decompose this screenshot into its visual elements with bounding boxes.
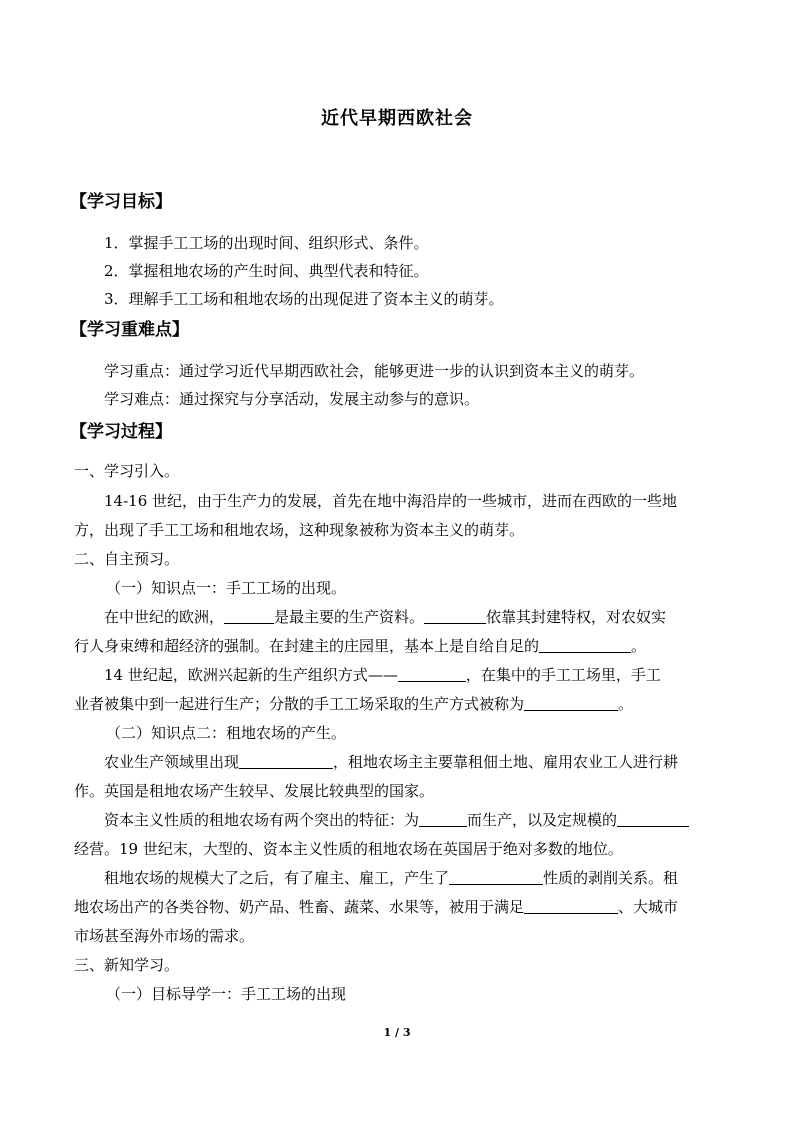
part3-heading: 三、新知学习。	[74, 956, 180, 974]
paragraph-line: 行人身束缚和超经济的强制。在封建主的庄园里，基本上是自给自足的 。	[74, 637, 647, 655]
part2-heading: 二、自主预习。	[74, 550, 180, 568]
goal-item: 1．掌握手工工场的出现时间、组织形式、条件。	[104, 234, 429, 252]
subheading-goal-1: （一）目标导学一：手工工场的出现	[106, 985, 347, 1003]
paragraph-line: 租地农场的规模大了之后，有了雇主、雇工，产生了 性质的剥削关系。租	[104, 869, 679, 887]
paragraph-line: 资本主义性质的租地农场有两个突出的特征：为 而生产，以及定规模的	[104, 809, 754, 831]
page-title: 近代早期西欧社会	[321, 108, 473, 129]
key-point: 学习重点：通过学习近代早期西欧社会，能够更进一步的认识到资本主义的萌芽。	[104, 362, 645, 380]
paragraph-line: 业者被集中到一起进行生产；分散的手工工场采取的生产方式被称为 。	[74, 695, 634, 713]
heading-learning-goals: 【学习目标】	[70, 192, 172, 212]
fill-blank[interactable]	[449, 869, 543, 885]
subheading-knowledge-2: （二）知识点二：租地农场的产生。	[106, 724, 347, 742]
fill-blank[interactable]	[539, 637, 631, 653]
part1-text: 方，出现了手工工场和租地农场，这种现象被称为资本主义的萌芽。	[74, 521, 525, 539]
heading-key-points: 【学习重难点】	[70, 320, 189, 340]
paragraph-line: 14 世纪起，欧洲兴起新的生产组织方式—— ，在集中的手工工场里，手工	[104, 666, 661, 684]
fill-blank[interactable]	[524, 695, 618, 711]
paragraph-line: 作。英国是租地农场产生较早、发展比较典型的国家。	[74, 782, 435, 800]
paragraph-line: 在中世纪的欧洲， 是最主要的生产资料。 依靠其封建特权，对农奴实	[104, 608, 667, 626]
subheading-knowledge-1: （一）知识点一：手工工场的出现。	[106, 579, 347, 597]
paragraph-line: 农业生产领域里出现 ，租地农场主主要靠租佃土地、雇用农业工人进行耕	[104, 753, 679, 771]
paragraph-line: 经营。19 世纪末，大型的、资本主义性质的租地农场在英国居于绝对多数的地位。	[74, 840, 623, 858]
fill-blank[interactable]	[524, 898, 618, 914]
heading-learning-process: 【学习过程】	[70, 422, 172, 442]
fill-blank[interactable]	[224, 608, 274, 624]
difficult-point: 学习难点：通过探究与分享活动，发展主动参与的意识。	[104, 390, 480, 408]
paragraph-line: 地农场出产的各类谷物、奶产品、牲畜、蔬菜、水果等，被用于满足 、大城市	[74, 898, 679, 916]
goal-item: 3．理解手工工场和租地农场的出现促进了资本主义的萌芽。	[104, 290, 504, 308]
page-number: 1 / 3	[383, 1026, 411, 1039]
fill-blank[interactable]	[424, 608, 486, 624]
part1-heading: 一、学习引入。	[74, 462, 180, 480]
fill-blank[interactable]	[239, 753, 333, 769]
fill-blank[interactable]	[419, 811, 467, 827]
paragraph-line: 市场甚至海外市场的需求。	[74, 927, 255, 945]
part1-text: 14-16 世纪，由于生产力的发展，首先在地中海沿岸的一些城市，进而在西欧的一些地	[104, 492, 678, 510]
fill-blank[interactable]	[617, 811, 689, 827]
goal-item: 2．掌握租地农场的产生时间、典型代表和特征。	[104, 262, 429, 280]
fill-blank[interactable]	[398, 666, 466, 682]
